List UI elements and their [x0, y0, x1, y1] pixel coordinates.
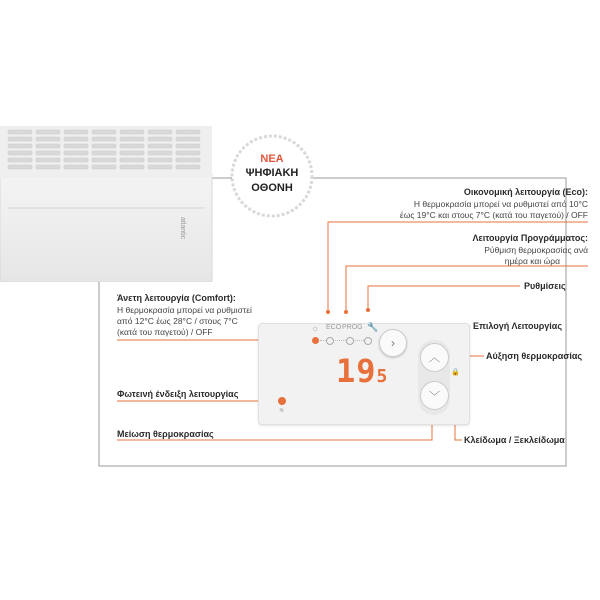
heater-grille-slot: [64, 137, 88, 141]
heater-grille-slot: [120, 165, 144, 169]
eco-title: Οικονομική λειτουργία (Eco):: [463, 187, 588, 197]
heater-grille-slot: [176, 151, 200, 155]
heat-icon: ≋: [279, 408, 285, 414]
heater-icon: [0, 122, 215, 282]
heater-grille-slot: [36, 151, 60, 155]
heater-grille-slot: [64, 158, 88, 162]
heater-grille-slot: [8, 130, 32, 134]
badge-line-2: ΨΗΦΙΑΚΗ: [245, 167, 299, 179]
badge: [232, 152, 312, 196]
heater-grille-slot: [176, 144, 200, 148]
settings-label: Ρυθμίσεις: [524, 281, 566, 291]
prog-title: Λειτουργία Προγράμματος:: [472, 233, 588, 243]
heater-grille-slot: [148, 151, 172, 155]
heater-grille-slot: [8, 165, 32, 169]
temperature-display: [336, 354, 387, 388]
eco-desc-2: έως 19°C και στους 7°C (κατά του παγετού) / OFF: [399, 210, 588, 220]
power-indicator-light: [278, 397, 286, 405]
chevron-down-icon: ﹀: [429, 391, 440, 403]
heater-grille-slot: [176, 165, 200, 169]
comfort-title: Άνετη λειτουργία (Comfort):: [117, 293, 236, 303]
heater-grille-slot: [8, 137, 32, 141]
prog-desc-1: Ρύθμιση θερμοκρασίας ανά: [484, 245, 588, 255]
heater-grille-slot: [64, 165, 88, 169]
heater-grille-slot: [92, 165, 116, 169]
chevron-up-icon: ︿: [429, 352, 440, 364]
eco-desc-1: Η θερμοκρασία μπορεί να ρυθμιστεί από 10°C: [413, 199, 588, 209]
wrench-icon: 🔧: [367, 322, 379, 332]
heater-grille-slot: [148, 158, 172, 162]
sun-icon: ☼: [311, 323, 320, 333]
heater-grille-slot: [64, 151, 88, 155]
heater-illustration: [0, 122, 215, 282]
heater-grille-slot: [36, 158, 60, 162]
comfort-desc-2: από 12°C έως 28°C / στους 7°C: [117, 316, 238, 326]
lock-icon: 🔒: [451, 369, 460, 376]
temp-up-button[interactable]: [420, 343, 449, 372]
mode-indicator-eco: [326, 337, 334, 345]
heater-grille-slot: [8, 158, 32, 162]
heater-grille-slot: [120, 130, 144, 134]
heater-grille-slot: [36, 165, 60, 169]
badge-line-1: ΝΕΑ: [260, 153, 284, 165]
heater-grille-slot: [64, 144, 88, 148]
prog-desc-2: ημέρα και ώρα: [504, 256, 560, 266]
heater-grille-slot: [148, 137, 172, 141]
comfort-desc-1: Η θερμοκρασία μπορεί να ρυθμιστεί: [117, 305, 252, 315]
comfort-desc-3: (κατά του παγετού) / OFF: [117, 327, 213, 337]
mode-indicator-settings: [364, 337, 372, 345]
mode-select-button[interactable]: [379, 329, 407, 357]
heater-grille-slot: [92, 158, 116, 162]
prog-label: PROG: [342, 324, 363, 331]
heater-grille-slot: [92, 130, 116, 134]
heater-grille-slot: [92, 137, 116, 141]
heater-grille-slot: [36, 137, 60, 141]
heater-grille-slot: [36, 130, 60, 134]
temp-down-button[interactable]: [420, 381, 449, 410]
heater-grille-slot: [92, 151, 116, 155]
heater-grille-slot: [64, 130, 88, 134]
heater-grille-slot: [120, 151, 144, 155]
indicator-label: Φωτεινή ένδειξη λειτουργίας: [117, 389, 239, 399]
heater-grille-slot: [92, 144, 116, 148]
heater-grille-slot: [120, 158, 144, 162]
mode-select-label: Επιλογή Λειτουργίας: [473, 321, 563, 331]
lock-label: Κλείδωμα / Ξεκλείδωμα: [464, 435, 565, 445]
temp-up-label: Αύξηση θερμοκρασίας: [486, 351, 583, 361]
heater-grille-slot: [36, 144, 60, 148]
heater-grille-slot: [120, 144, 144, 148]
heater-grille-slot: [176, 137, 200, 141]
heater-grille-slot: [176, 158, 200, 162]
badge-line-3: ΟΘΟΝΗ: [251, 182, 293, 194]
heater-grille-slot: [120, 137, 144, 141]
display-value: 19: [336, 352, 377, 390]
heater-grille-slot: [8, 151, 32, 155]
heater-grille-slot: [148, 130, 172, 134]
heater-grille-slot: [148, 144, 172, 148]
heater-grille-slot: [148, 165, 172, 169]
heater-grille-slot: [8, 144, 32, 148]
display-suffix: 5: [376, 366, 388, 387]
mode-indicator-prog: [346, 337, 354, 345]
eco-label: ECO: [326, 324, 342, 331]
temp-down-label: Μείωση θερμοκρασίας: [117, 429, 214, 439]
heater-brand: atlantic: [179, 217, 186, 240]
chevron-right-icon: ›: [391, 336, 395, 350]
heater-grille-slot: [176, 130, 200, 134]
mode-indicator-comfort: [312, 337, 319, 344]
